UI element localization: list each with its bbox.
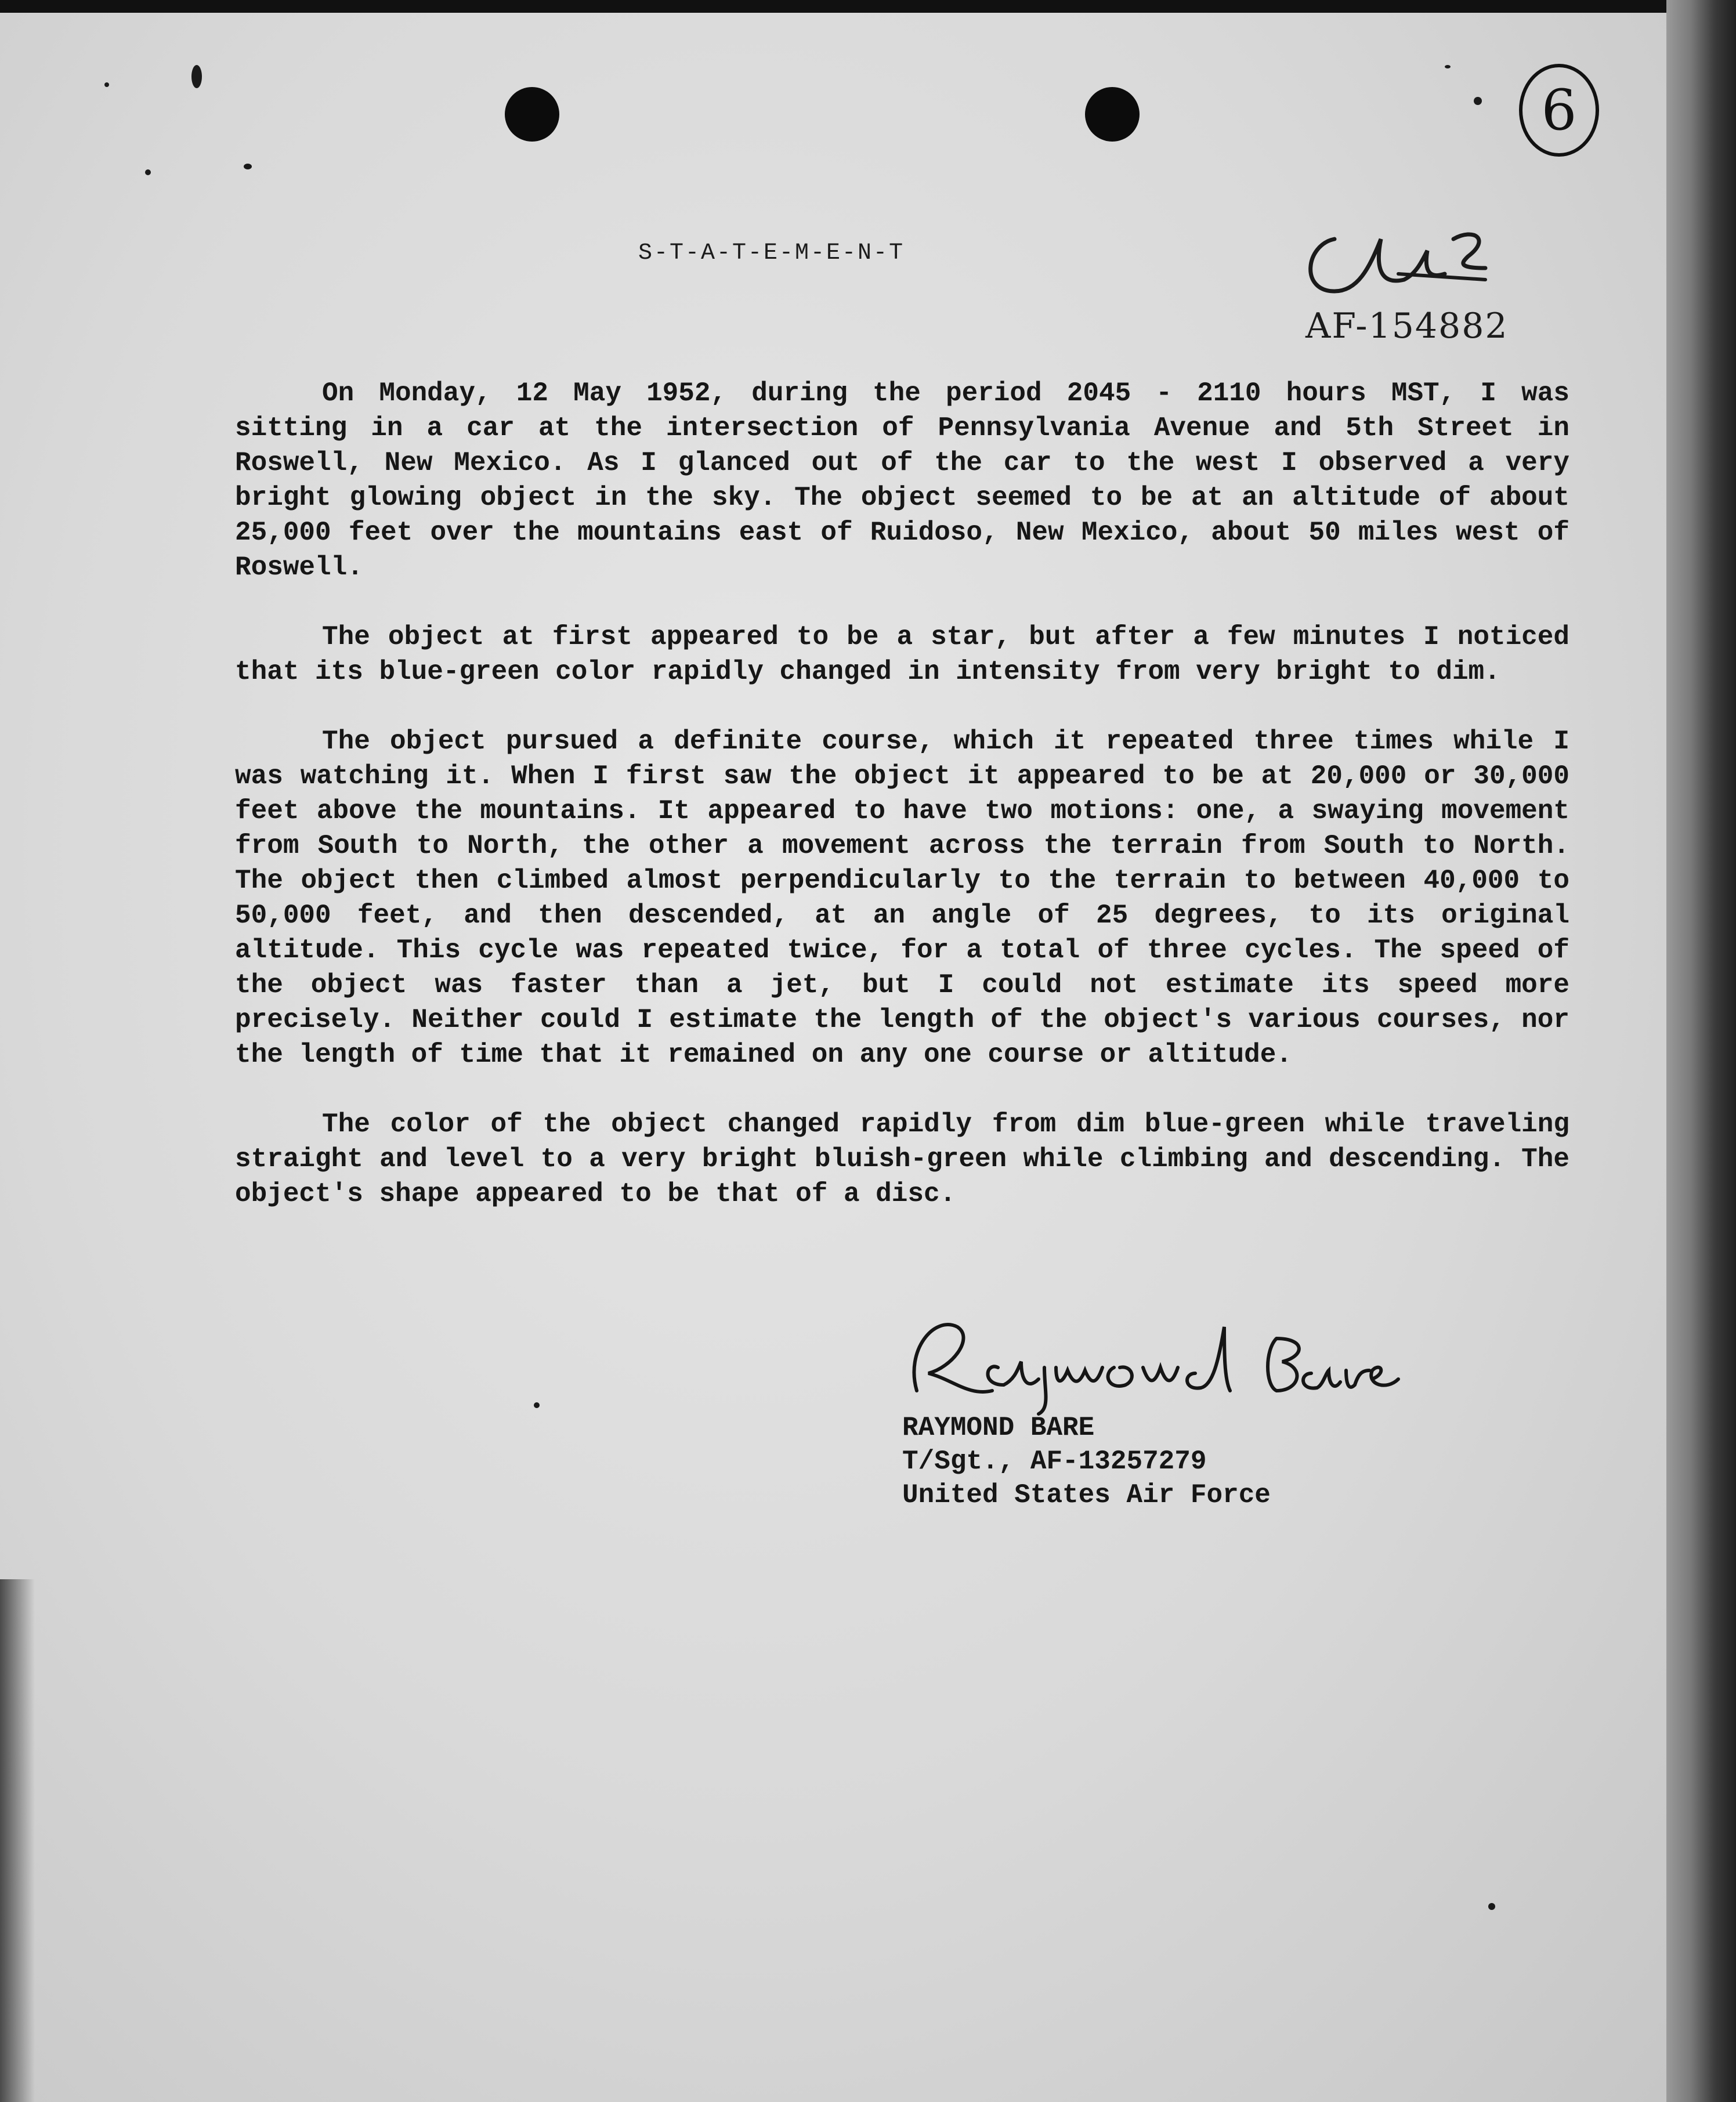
- paragraph: The object at first appeared to be a star, but after a few minutes I noticed that its blue-green color rapidly changed in intensity from very bright to dim.: [235, 622, 1569, 687]
- signer-name: RAYMOND BARE: [902, 1413, 1095, 1443]
- statement-body: [235, 376, 1569, 1211]
- file-number: AF-154882: [1305, 306, 1509, 346]
- scan-top-border: [0, 0, 1736, 13]
- scan-speck: [1445, 65, 1451, 68]
- punch-hole-left: [505, 87, 559, 142]
- scan-speck: [191, 65, 202, 88]
- scan-speck: [104, 82, 109, 87]
- scan-right-border: [1666, 0, 1736, 2102]
- paragraph: On Monday, 12 May 1952, during the period 2045 - 2110 hours MST, I was sitting in a car at the intersection of Pennsylvania Avenue and 5th Street in Roswell, New Mexico. As I glanced out of the car to the west I observed a very bright glowing object in the sky. The object seemed to be at an altitude of about 25,000 feet over the mountains east of Ruidoso, New Mexico, about 50 miles west of Roswell.: [235, 378, 1569, 583]
- scan-speck: [244, 164, 252, 169]
- punch-hole-right: [1085, 87, 1140, 142]
- scan-speck: [1488, 1903, 1495, 1910]
- page-number-circled: 6: [1519, 64, 1599, 157]
- signer-service: United States Air Force: [902, 1480, 1271, 1510]
- document-page: [0, 13, 1666, 2102]
- signature-block: [902, 1411, 1271, 1512]
- handwritten-annotation: [1294, 204, 1514, 309]
- document-title: S-T-A-T-E-M-E-N-T: [638, 240, 905, 266]
- paragraph: The object pursued a definite course, which it repeated three times while I was watching it. When I first saw the object it appeared to be at 20,000 or 30,000 feet above the mountains. It appeared to have two motions: one, a swaying movement from South to North, the other a movement across the terrain from South to North. The object then climbed almost perpendicularly to the terrain to between 40,000 to 50,000 feet, and then descended, at an angle of 25 degrees, to its original altitude. This cycle was repeated twice, for a total of three cycles. The speed of the object was faster than a jet, but I could not estimate its speed more precisely. Neither could I estimate the length of the object's various courses, nor the length of time that it remained on any one course or altitude.: [235, 726, 1569, 1070]
- handwritten-signature: [882, 1304, 1404, 1420]
- scan-speck: [534, 1402, 540, 1408]
- scan-speck: [1474, 97, 1482, 105]
- paragraph: The color of the object changed rapidly from dim blue-green while traveling straight and level to a very bright bluish-green while climbing and descending. The object's shape appeared to be that of a disc.: [235, 1109, 1569, 1209]
- signer-rank: T/Sgt., AF-13257279: [902, 1446, 1207, 1477]
- scan-speck: [145, 169, 151, 175]
- scan-shadow: [0, 1579, 35, 2102]
